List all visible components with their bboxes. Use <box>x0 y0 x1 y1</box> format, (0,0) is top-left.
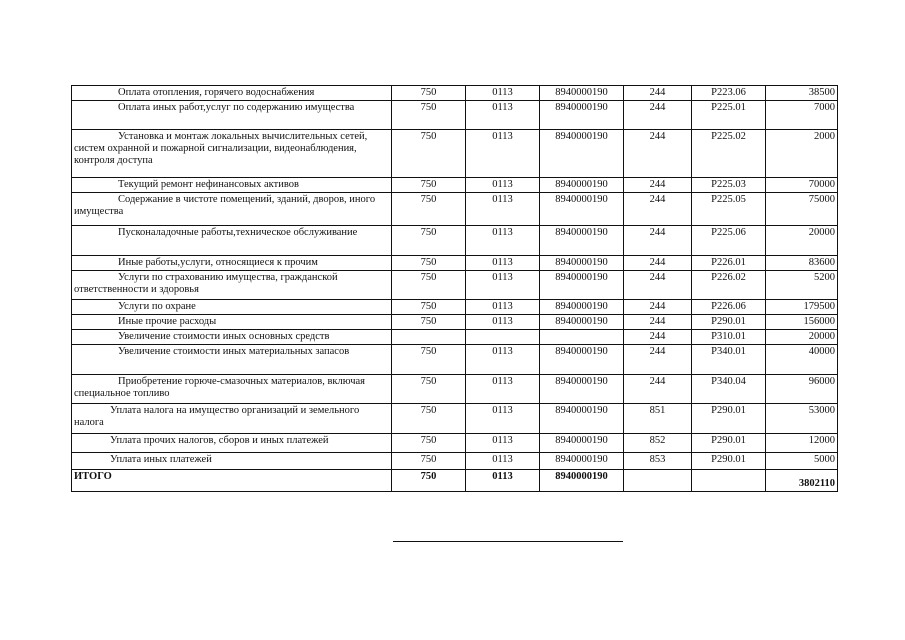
total-section: 0113 <box>466 470 540 492</box>
row-section: 0113 <box>466 86 540 101</box>
total-code <box>692 470 766 492</box>
row-name: Установка и монтаж локальных вычислительных сетей, систем охранной и пожарной сигнализации, видеонаблюдения, контроля доступа <box>72 130 392 178</box>
row-amount: 156000 <box>766 315 838 330</box>
total-department: 750 <box>392 470 466 492</box>
row-code: Р225.01 <box>692 101 766 130</box>
row-code: Р226.02 <box>692 271 766 300</box>
row-expense-type: 244 <box>624 86 692 101</box>
row-department: 750 <box>392 256 466 271</box>
row-section <box>466 330 540 345</box>
table-row <box>72 315 838 330</box>
row-amount: 5000 <box>766 453 838 470</box>
row-name: Приобретение горюче-смазочных материалов, включая специальное топливо <box>72 375 392 404</box>
row-department: 750 <box>392 315 466 330</box>
row-expense-type: 852 <box>624 434 692 453</box>
row-name: Оплата отопления, горячего водоснабжения <box>72 86 392 101</box>
row-name: Содержание в чистоте помещений, зданий, дворов, иного имущества <box>72 193 392 226</box>
total-expense-type <box>624 470 692 492</box>
row-target: 8940000190 <box>540 434 624 453</box>
row-target: 8940000190 <box>540 404 624 434</box>
row-section: 0113 <box>466 404 540 434</box>
row-target <box>540 330 624 345</box>
row-section: 0113 <box>466 453 540 470</box>
row-amount: 2000 <box>766 130 838 178</box>
row-expense-type: 244 <box>624 300 692 315</box>
row-name: Оплата иных работ,услуг по содержанию имущества <box>72 101 392 130</box>
row-department <box>392 330 466 345</box>
row-section: 0113 <box>466 193 540 226</box>
row-code: Р290.01 <box>692 315 766 330</box>
row-department: 750 <box>392 86 466 101</box>
table-row <box>72 375 838 404</box>
table-row <box>72 178 838 193</box>
row-name: Уплата прочих налогов, сборов и иных платежей <box>72 434 392 453</box>
row-amount: 53000 <box>766 404 838 434</box>
row-target: 8940000190 <box>540 375 624 404</box>
row-amount: 96000 <box>766 375 838 404</box>
row-name: Текущий ремонт нефинансовых активов <box>72 178 392 193</box>
row-amount: 83600 <box>766 256 838 271</box>
table-row <box>72 345 838 375</box>
row-code: Р340.04 <box>692 375 766 404</box>
row-section: 0113 <box>466 130 540 178</box>
total-label: ИТОГО <box>72 470 392 492</box>
row-department: 750 <box>392 375 466 404</box>
row-name: Услуги по страхованию имущества, гражданской ответственности и здоровья <box>72 271 392 300</box>
row-department: 750 <box>392 101 466 130</box>
row-department: 750 <box>392 178 466 193</box>
row-code: Р290.01 <box>692 404 766 434</box>
row-name: Услуги по охране <box>72 300 392 315</box>
total-row <box>72 470 838 492</box>
row-amount: 38500 <box>766 86 838 101</box>
row-name: Пусконаладочные работы,техническое обслуживание <box>72 226 392 256</box>
row-target: 8940000190 <box>540 345 624 375</box>
row-amount: 20000 <box>766 226 838 256</box>
row-target: 8940000190 <box>540 178 624 193</box>
row-amount: 75000 <box>766 193 838 226</box>
row-code: Р226.01 <box>692 256 766 271</box>
row-section: 0113 <box>466 434 540 453</box>
row-expense-type: 244 <box>624 330 692 345</box>
row-target: 8940000190 <box>540 271 624 300</box>
row-department: 750 <box>392 345 466 375</box>
row-target: 8940000190 <box>540 300 624 315</box>
row-amount: 5200 <box>766 271 838 300</box>
total-target: 8940000190 <box>540 470 624 492</box>
row-target: 8940000190 <box>540 226 624 256</box>
table-row <box>72 330 838 345</box>
row-expense-type: 244 <box>624 178 692 193</box>
row-code: Р290.01 <box>692 434 766 453</box>
row-section: 0113 <box>466 271 540 300</box>
row-code: Р290.01 <box>692 453 766 470</box>
row-expense-type: 244 <box>624 193 692 226</box>
row-target: 8940000190 <box>540 101 624 130</box>
row-department: 750 <box>392 434 466 453</box>
row-name: Иные работы,услуги, относящиеся к прочим <box>72 256 392 271</box>
row-amount: 70000 <box>766 178 838 193</box>
row-code: Р310.01 <box>692 330 766 345</box>
table-row <box>72 101 838 130</box>
table-row <box>72 256 838 271</box>
row-code: Р225.02 <box>692 130 766 178</box>
table-row <box>72 271 838 300</box>
table-row <box>72 404 838 434</box>
budget-table-body <box>72 86 838 492</box>
row-code: Р226.06 <box>692 300 766 315</box>
table-row <box>72 226 838 256</box>
row-expense-type: 244 <box>624 345 692 375</box>
table-row <box>72 434 838 453</box>
row-amount: 179500 <box>766 300 838 315</box>
row-code: Р340.01 <box>692 345 766 375</box>
signature-line <box>393 541 623 542</box>
row-amount: 12000 <box>766 434 838 453</box>
table-row <box>72 453 838 470</box>
row-department: 750 <box>392 130 466 178</box>
row-target: 8940000190 <box>540 86 624 101</box>
row-department: 750 <box>392 300 466 315</box>
row-amount: 40000 <box>766 345 838 375</box>
row-section: 0113 <box>466 315 540 330</box>
row-name: Иные прочие расходы <box>72 315 392 330</box>
table-row <box>72 193 838 226</box>
row-name: Уплата налога на имущество организаций и земельного налога <box>72 404 392 434</box>
row-expense-type: 244 <box>624 271 692 300</box>
table-row <box>72 86 838 101</box>
row-target: 8940000190 <box>540 256 624 271</box>
row-target: 8940000190 <box>540 315 624 330</box>
row-department: 750 <box>392 226 466 256</box>
table-row <box>72 130 838 178</box>
row-section: 0113 <box>466 101 540 130</box>
row-expense-type: 244 <box>624 256 692 271</box>
row-name: Увеличение стоимости иных материальных запасов <box>72 345 392 375</box>
row-department: 750 <box>392 193 466 226</box>
row-amount: 20000 <box>766 330 838 345</box>
row-section: 0113 <box>466 256 540 271</box>
row-section: 0113 <box>466 375 540 404</box>
row-expense-type: 244 <box>624 130 692 178</box>
row-name: Уплата иных платежей <box>72 453 392 470</box>
row-code: Р225.05 <box>692 193 766 226</box>
row-expense-type: 851 <box>624 404 692 434</box>
row-target: 8940000190 <box>540 130 624 178</box>
table-row <box>72 300 838 315</box>
row-department: 750 <box>392 404 466 434</box>
row-code: Р225.06 <box>692 226 766 256</box>
row-section: 0113 <box>466 178 540 193</box>
row-expense-type: 853 <box>624 453 692 470</box>
row-expense-type: 244 <box>624 315 692 330</box>
total-amount: 3802110 <box>766 470 838 492</box>
row-target: 8940000190 <box>540 193 624 226</box>
row-section: 0113 <box>466 300 540 315</box>
row-expense-type: 244 <box>624 226 692 256</box>
row-department: 750 <box>392 453 466 470</box>
row-department: 750 <box>392 271 466 300</box>
budget-table <box>71 85 838 492</box>
row-expense-type: 244 <box>624 375 692 404</box>
row-section: 0113 <box>466 226 540 256</box>
row-amount: 7000 <box>766 101 838 130</box>
row-code: Р225.03 <box>692 178 766 193</box>
row-target: 8940000190 <box>540 453 624 470</box>
row-section: 0113 <box>466 345 540 375</box>
row-expense-type: 244 <box>624 101 692 130</box>
row-name: Увеличение стоимости иных основных средств <box>72 330 392 345</box>
row-code: Р223.06 <box>692 86 766 101</box>
